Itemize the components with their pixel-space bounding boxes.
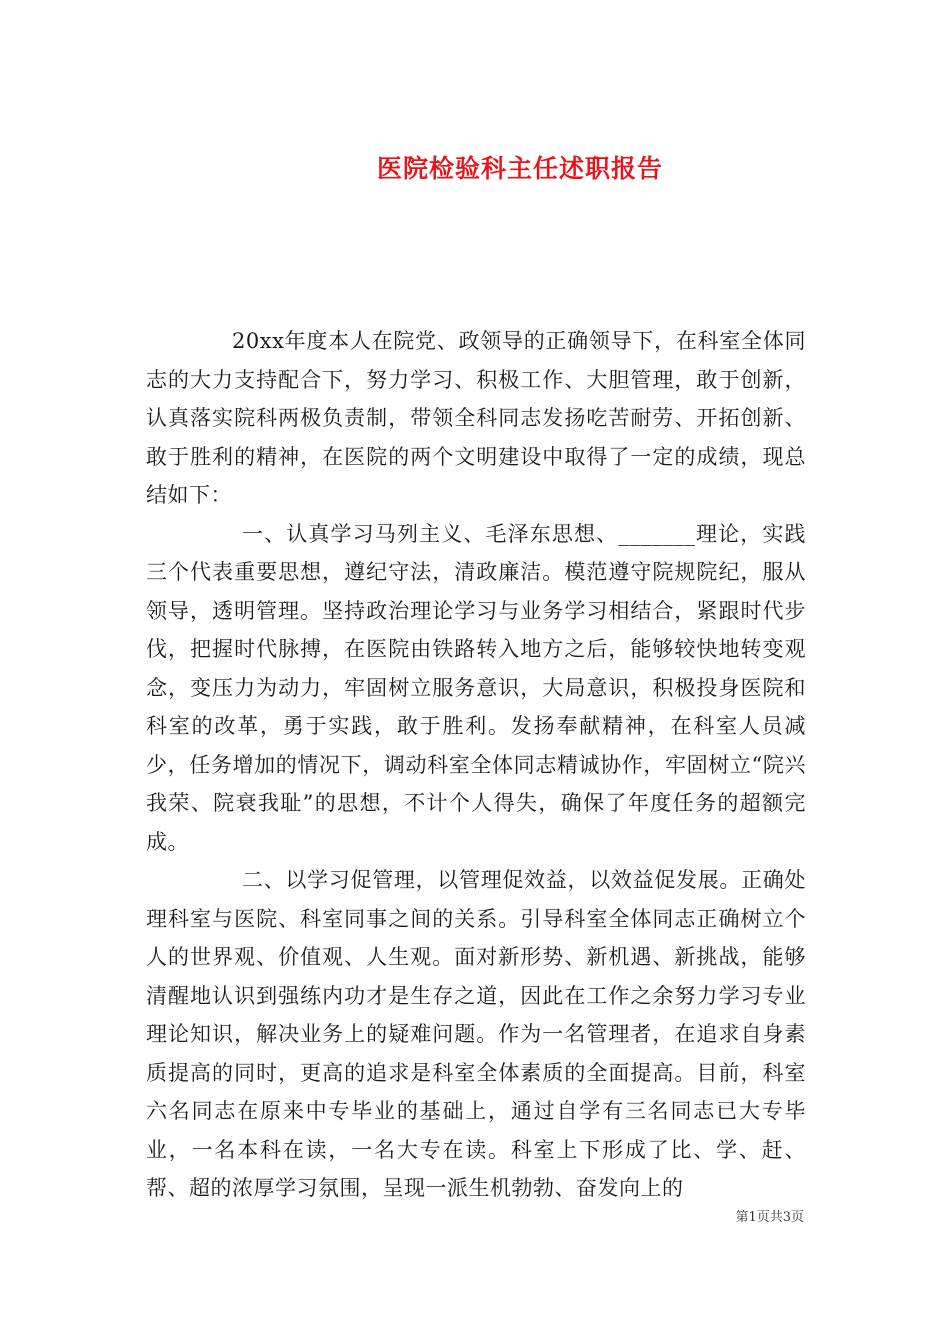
paragraph-section-1: 一、认真学习马列主义、毛泽东思想、_______理论，实践三个代表重要思想，遵纪守法，清政廉洁。模范遵守院规院纪，服从领导，透明管理。坚持政治理论学习与业务学习相结合，紧跟时代步伐，把握时代脉搏，在医院由铁路转入地方之后，能够较快地转变观念，变压力为动力，牢固树立服务意识，大局意识，积极投身医院和科室的改革，勇于实践，敢于胜利。发扬奉献精神，在科室人员减少，任务增加的情况下，调动科室全体同志精诚协作，牢固树立“院兴我荣、院衰我耻”的思想，不计个人得失，确保了年度任务的超额完成。 (146, 521, 806, 854)
page-title: 医院检验科主任述职报告 (376, 153, 663, 183)
page-number: 第1页共3页 (735, 1210, 804, 1225)
document-body (146, 322, 806, 1208)
paragraph-intro: 20xx年度本人在院党、政领导的正确领导下，在科室全体同志的大力支持配合下，努力学习、积极工作、大胆管理，敢于创新，认真落实院科两极负责制，带领全科同志发扬吃苦耐劳、开拓创新、敢于胜利的精神，在医院的两个文明建设中取得了一定的成绩，现总结如下： (146, 329, 806, 507)
paragraph-section-2: 二、以学习促管理，以管理促效益，以效益促发展。正确处理科室与医院、科室同事之间的关系。引导科室全体同志正确树立个人的世界观、价值观、人生观。面对新形势、新机遇、新挑战，能够清醒地认识到强练内功才是生存之道，因此在工作之余努力学习专业理论知识，解决业务上的疑难问题。作为一名管理者，在追求自身素质提高的同时，更高的追求是科室全体素质的全面提高。目前，科室六名同志在原来中专毕业的基础上，通过自学有三名同志已大专毕业，一名本科在读，一名大专在读。科室上下形成了比、学、赶、帮、超的浓厚学习氛围，呈现一派生机勃勃、奋发向上的 (146, 868, 806, 1200)
